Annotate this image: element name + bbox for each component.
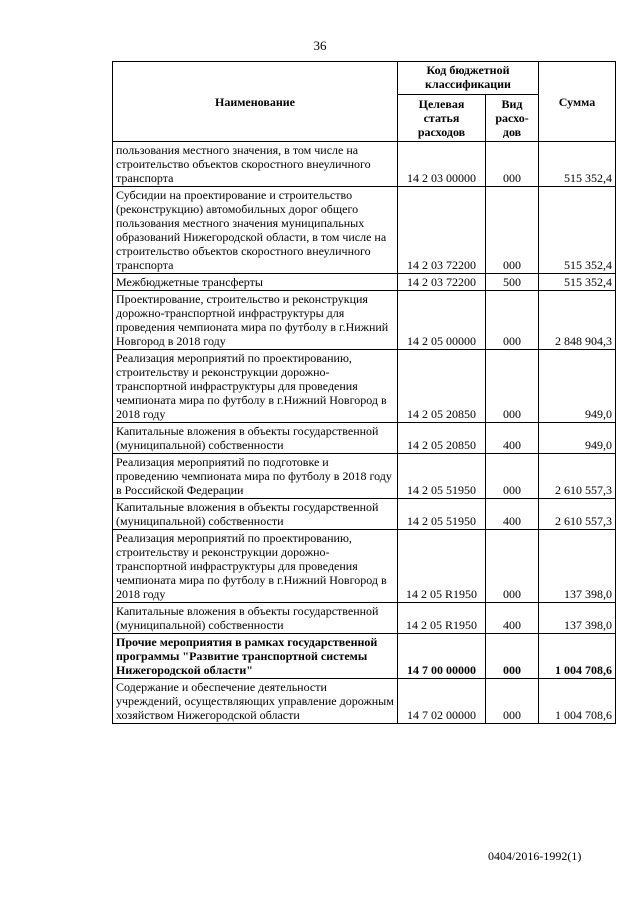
- row-name-cell: Прочие мероприятия в рамках государственной программы "Развитие транспортной системы Нижегородской области": [113, 634, 398, 679]
- row-name-cell: пользования местного значения, в том числе на строительство объектов скоростного внеуличного транспорта: [113, 142, 398, 187]
- header-expense-type: Вид расхо-дов: [486, 95, 539, 142]
- row-sum-cell: 515 352,4: [539, 274, 616, 291]
- header-budget-code: Код бюджетной классификации: [398, 62, 539, 95]
- page-number: 36: [313, 38, 327, 53]
- row-name-cell: Содержание и обеспечение деятельности учреждений, осуществляющих управление дорожным хозяйством Нижегородской области: [113, 679, 398, 724]
- row-sum-cell: 949,0: [539, 423, 616, 454]
- row-type-cell: 000: [486, 291, 539, 350]
- row-name-cell: Проектирование, строительство и реконструкция дорожно-транспортной инфраструктуры для проведения чемпионата мира по футболу в г.Нижний Новгород в 2018 году: [113, 291, 398, 350]
- table-row: [113, 423, 616, 454]
- row-sum-cell: 949,0: [539, 350, 616, 423]
- table-row: [113, 634, 616, 679]
- row-code-cell: 14 7 00 00000: [398, 634, 486, 679]
- row-name-cell: Капитальные вложения в объекты государственной (муниципальной) собственности: [113, 499, 398, 530]
- row-sum-cell: 2 848 904,3: [539, 291, 616, 350]
- row-code-cell: 14 2 03 00000: [398, 142, 486, 187]
- row-sum-cell: 2 610 557,3: [539, 454, 616, 499]
- row-code-cell: 14 2 05 20850: [398, 350, 486, 423]
- row-name-cell: Капитальные вложения в объекты государственной (муниципальной) собственности: [113, 423, 398, 454]
- table-row: [113, 187, 616, 274]
- budget-table: [112, 61, 616, 724]
- row-name-cell: Реализация мероприятий по проектированию, строительству и реконструкции дорожно-транспортной инфраструктуры для проведения чемпионата мира по футболу в г.Нижний Новгород в 2018 году: [113, 350, 398, 423]
- row-name-cell: Реализация мероприятий по подготовке и проведению чемпионата мира по футболу в 2018 году в Российской Федерации: [113, 454, 398, 499]
- document-id: 0404/2016-1992(1): [488, 849, 582, 863]
- row-type-cell: 000: [486, 187, 539, 274]
- row-type-cell: 000: [486, 634, 539, 679]
- row-name-cell: Капитальные вложения в объекты государственной (муниципальной) собственности: [113, 603, 398, 634]
- table-row: [113, 142, 616, 187]
- row-code-cell: 14 2 05 00000: [398, 291, 486, 350]
- table-row: [113, 679, 616, 724]
- row-type-cell: 400: [486, 603, 539, 634]
- table-row: [113, 350, 616, 423]
- row-type-cell: 500: [486, 274, 539, 291]
- table-row: [113, 291, 616, 350]
- header-name: Наименование: [113, 62, 398, 142]
- row-type-cell: 400: [486, 423, 539, 454]
- row-type-cell: 400: [486, 499, 539, 530]
- row-type-cell: 000: [486, 454, 539, 499]
- table-body: [113, 142, 616, 724]
- row-name-cell: Реализация мероприятий по проектированию, строительству и реконструкции дорожно-транспортной инфраструктуры для проведения чемпионата мира по футболу в г.Нижний Новгород в 2018 году: [113, 530, 398, 603]
- table-row: [113, 274, 616, 291]
- table-row: [113, 603, 616, 634]
- row-name-cell: Субсидии на проектирование и строительство (реконструкцию) автомобильных дорог общего пользования местного значения муниципальных образований Нижегородской области, в том числе на строительство объектов скоростного внеуличного транспорта: [113, 187, 398, 274]
- table-row: [113, 499, 616, 530]
- row-sum-cell: 515 352,4: [539, 142, 616, 187]
- row-type-cell: 000: [486, 679, 539, 724]
- row-code-cell: 14 2 05 51950: [398, 454, 486, 499]
- row-type-cell: 000: [486, 142, 539, 187]
- row-sum-cell: 2 610 557,3: [539, 499, 616, 530]
- row-code-cell: 14 2 05 R1950: [398, 603, 486, 634]
- header-sum: Сумма: [539, 62, 616, 142]
- table-row: [113, 454, 616, 499]
- row-name-cell: Межбюджетные трансферты: [113, 274, 398, 291]
- row-code-cell: 14 7 02 00000: [398, 679, 486, 724]
- row-sum-cell: 515 352,4: [539, 187, 616, 274]
- row-sum-cell: 1 004 708,6: [539, 679, 616, 724]
- row-sum-cell: 1 004 708,6: [539, 634, 616, 679]
- row-sum-cell: 137 398,0: [539, 603, 616, 634]
- row-type-cell: 000: [486, 530, 539, 603]
- row-code-cell: 14 2 03 72200: [398, 274, 486, 291]
- table-row: [113, 530, 616, 603]
- row-sum-cell: 137 398,0: [539, 530, 616, 603]
- row-type-cell: 000: [486, 350, 539, 423]
- row-code-cell: 14 2 05 20850: [398, 423, 486, 454]
- row-code-cell: 14 2 05 51950: [398, 499, 486, 530]
- row-code-cell: 14 2 05 R1950: [398, 530, 486, 603]
- row-code-cell: 14 2 03 72200: [398, 187, 486, 274]
- header-target-article: Целевая статья расходов: [398, 95, 486, 142]
